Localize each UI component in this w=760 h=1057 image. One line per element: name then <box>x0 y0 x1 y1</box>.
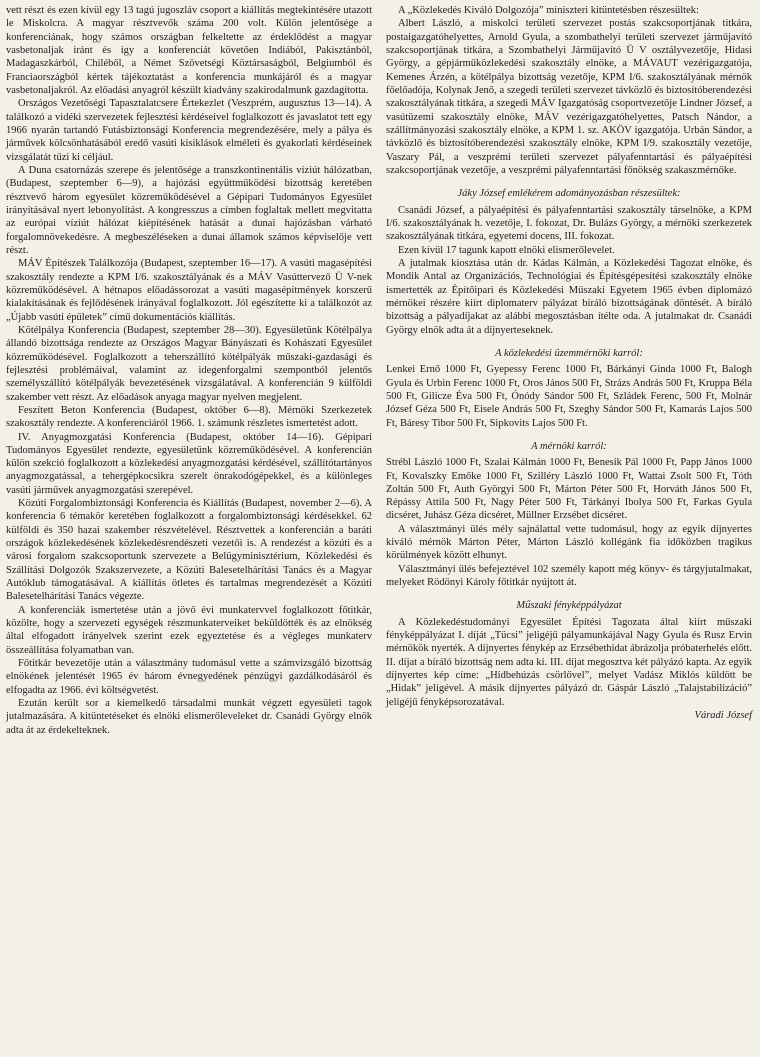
paragraph: MÁV Építészek Találkozója (Budapest, szeptember 16—17). A vasúti magasépítési szakosztály rendezte a KPM I/6. szakosztályának és a MÁV Vasúttervező Ü V-nek közreműködésével. A hétnapos előadássorozat a vasúti magasépítmények korszerű kialakításának és fejlődésének irányával foglalkozott. Jól egészítette ki a találkozót az „Újabb vasúti épületek” című dokumentációs kiállítás. <box>6 258 372 323</box>
paragraph: Országos Vezetőségi Tapasztalatcsere Értekezlet (Veszprém, augusztus 13—14). A találkozó a vidéki szervezetek fejlesztési kérdéseivel foglalkozott és javaslatot tett egy 1966 nyarán tartandó Futásbiztonsági Konferencia megrendezésére, mely a pálya és járművek kölcsönhatásából eredő vasúti kisiklások elméleti és gyakorlati kérdéseinek vizsgálatát tűzi ki céljául. <box>6 98 372 163</box>
awardees-list: Albert László, a miskolci területi szervezet postás szakcsoportjának titkára, postaigazgatóhelyettes, Arnold Gyula, a szombathelyi területi szervezet járműjavító szakcsoportjának titkára, a Szombathelyi Járműjavító Ü V osztályvezetője, Hidasi György, a gépjárműközlekedési szakosztály elnöke, a MÁVAUT vezérigazgatója, Kemenes Árzén, a kötélpálya bizottság vezetője, KPM I/6. szakosztályának mérnök főelőadója, Kolynak Jenő, a szegedi területi szervezet távközlő és biztosítóberendezési szakosztályának titkára, a szegedi MÁV Igazgatóság csoportvezetője Lindner József, a vasútüzemi szakosztály elnöke, MÁV vezérigazgatóhelyettes, Patsch Nándor, a szállítmányozási szakosztály elnöke, a KPM 1. sz. AKÖV igazgatója. Urbán Sándor, a távközlő és biztosítóberendezési szakosztály elnöke, KPM I/9. szakosztály vezetője, Vaszary Pál, a veszprémi területi szervezet pályafenntartási és pályaépítési szakcsoportjának vezetője, a veszprémi pályafenntartási főnökség szakaszmérnöke. <box>386 18 752 176</box>
foto-text: A Közlekedéstudományi Egyesület Építési Tagozata által kiírt műszaki fényképpályázat I. díját „Tücsi” jeligéjű pályamunkájával Nagy Gyula és Rusz Ervin mérnökök nyerték. A díjnyertes fénykép az Erzsébethidat ábrázolja próbaterhelés előtt. II. díjat a bíráló bizottság nem adta ki. III. díjat megosztva két pályázó kapta. Az egyik díjnyertes kép címe: „Hídbehúzás csörlővel”, melyet Vadász Miklós küldött be „Hidak” jeligével. A másik díjnyertes pályázó dr. Gáspár László „Talajstabilizáció” jeligéjű fényképsorozatával. <box>386 616 752 708</box>
left-column <box>6 4 372 1057</box>
foto-heading: Műszaki fényképpályázat <box>516 600 622 612</box>
jaky-heading: Jáky József emlékérem adományozásban részesültek: <box>457 188 681 200</box>
kozlekedesi-heading: A közlekedési üzemmérnöki karról: <box>495 347 643 359</box>
paragraph: Feszített Beton Konferencia (Budapest, október 6—8). Mérnöki Szerkezetek szakosztály rendezte. A konferenciáról 1966. 1. számunk részletes ismertetést adott. <box>6 404 372 430</box>
paragraph: Ezen kívül 17 tagunk kapott elnöki elismerőlevelet. <box>398 244 615 256</box>
award-intro: A „Közlekedés Kiváló Dolgozója” miniszteri kitüntetésben részesültek: <box>398 5 699 16</box>
mernoki-heading: A mérnöki karról: <box>531 440 607 452</box>
paragraph: vett részt és ezen kívül egy 13 tagú jugoszláv csoport a kiállítás megtekintésére utazott le Miskolcra. A magyar résztvevők száma 200 volt. Külön jelentősége a konferenciának, hogy számos országban felkeltette az érdeklődést a magyar vasbetonaljak iránt és így a konferenciát követően Indiából, Pakisztánból, Madagaszkárból, Chiléből, a Német Szövetségi Köztársaságból, Belgiumból és Franciaországból kértek tájékoztatást a konferencia munkájáról és a magyar vasbetonaljakról. Az előadási anyagról készült kiadvány szakirodalmunk gazdagította. <box>6 5 372 96</box>
paragraph: Közúti Forgalombiztonsági Konferencia és Kiállítás (Budapest, november 2—6). A konferencia 6 témakör keretében foglalkozott a forgalombiztonsági kérdésekkel. 62 külföldi és 350 hazai szakember részvételével. Résztvettek a konferencián a baráti országok közlekedésének közlekedésrendészeti vezetői is. A rendezést a közúti és a városi forgalom szakcsoportunk szervezete a Belügyminisztérium, Közlekedési és Szállítási Dolgozók Szakszervezete, a Közúti Balesetelhárítási Tanács és a Magyar Autóklub támogatásával. A kiállítás ötletes és tartalmas megrendezését a Közúti Balesetelhárítási Tanács végezte. <box>6 498 372 603</box>
mernoki-prizes: Strébl László 1000 Ft, Szalai Kálmán 1000 Ft, Benesik Pál 1000 Ft, Papp János 1000 Ft, Kovalszky Emőke 1000 Ft, Szilléry László 1000 Ft, Wattai Zsolt 500 Ft, Tóth Zoltán 500 Ft, Auth Györgyi 500 Ft, Márton Péter 500 Ft, Horváth János 500 Ft, Répássy Attila 500 Ft, Nagy Péter 500 Ft, Tárkányi Ibolya 500 Ft, Farkas Gyula dicséret, Juhász Géza dicséret, Müllner Erzsébet dicséret. <box>386 457 752 522</box>
paragraph: Ezután került sor a kiemelkedő társadalmi munkát végzett egyesületi tagok jutalmazására. A kitüntetéseket és elnöki elismerőleveleket dr. Csanádi György elnök adta át az érdekelteknek. <box>6 698 372 736</box>
signature: Váradi József <box>694 710 752 722</box>
paragraph: Kötélpálya Konferencia (Budapest, szeptember 28—30). Egyesületünk Kötélpálya állandó bizottsága rendezte az Országos Magyar Bányászati és Kohászati Egyesület közreműködésével. Foglalkozott a teherszállító kötélpályák műszaki-gazdasági és fejlesztési problémáival, valamint az idegenforgalmi szempontból jelentős személyszállító kötélpályák bevezetésének vizsgálatával. A konferencián 9 külföldi szakember vett részt. Az előadások anyaga magyar nyelven megjelent. <box>6 324 372 403</box>
jaky-awardees: Csanádi József, a pályaépítési és pályafenntartási szakosztály társelnöke, a KPM I/6. szakosztályának h. vezetője, I. fokozat, Dr. Bulázs György, a mérnöki szerkezetek szakosztályának titkára, egyetemi docens, III. fokozat. <box>386 204 752 243</box>
paragraph: A Duna csatornázás szerepe és jelentősége a transzkontinentális víziút hálózatban, (Budapest, szeptember 6—9), a hajózási együttműködési bizottság keretében résztvevő három egyesület közreműködésével a Gépipari Tudományos Egyesület irányításával nyert lebonyolítást. A kongresszus a címben foglaltak mellett megvitatta az európai víziút hálózat kiépítésének hatását a dunai hajózásban várható forgalomnövekedésre. A megbeszéléseken a dunai államok számos képviselője vett részt. <box>6 164 372 256</box>
paragraph: Választmányi ülés befejeztével 102 személy kapott még könyv- és tárgyjutalmakat, melyeket Rödönyi Károly főtitkár nyújtott át. <box>386 563 752 589</box>
paragraph: A jutalmak kiosztása után dr. Kádas Kálmán, a Közlekedési Tagozat elnöke, és Mondik Antal az Organizációs, Technológiai és Építésgépesítési szakosztály elnöke ismertették az Építőipari és Közlekedési Műszaki Egyetem 1965 évben diplomázó mérnökei részére kiírt diplomaterv pályázat bíráló bizottságának döntését. A bíráló bizottság a pályadíjakat az alábbi megosztásban ítélte oda. A jutalmakat dr. Csanádi György elnök adta át a díjnyerteseknek. <box>386 257 752 336</box>
paragraph: A választmányi ülés mély sajnálattal vette tudomásul, hogy az egyik díjnyertes kiváló mérnök Márton Péter, Márton László kollégánk fia időközben tragikus körülmények között elhunyt. <box>386 523 752 562</box>
paragraph: A konferenciák ismertetése után a jövő évi munkatervvel foglalkozott főtitkár, közölte, hogy a szervezeti egységek részmunkaterveiket beküldötték és az elnökség által elfogadott irányelvek szerint ezek egyeztetése és a végleges munkaterv összeállítása folyamatban van. <box>6 604 372 656</box>
kozlekedesi-prizes: Lenkei Ernő 1000 Ft, Gyepessy Ferenc 1000 Ft, Bárkányi Ginda 1000 Ft, Balogh Gyula és Urbin Ferenc 1000 Ft, Oros János 500 Ft, Strázs András 500 Ft, Kruppa Béla 500 Ft, Gilicze Éva 500 Ft, Ónódy Sándor 500 Ft, Szládek Ferenc, 500 Ft, Molnár József Géza 500 Ft, Eisele András 500 Ft, Szeghy Sándor 500 Ft, Kamarás Lajos 500 Ft, Báresy Tibor 500 Ft, Sipkovits Lajos 500 Ft. <box>386 364 752 429</box>
right-column <box>386 4 752 1057</box>
paragraph: Főtitkár bevezetője után a választmány tudomásul vette a számvizsgáló bizottság elnökének jelentését 1965 év három évnegyedének pénzügyi gazdálkodásáról és elfogadta az 1966. évi költségvetést. <box>6 658 372 696</box>
paragraph: IV. Anyagmozgatási Konferencia (Budapest, október 14—16). Gépipari Tudományos Egyesület rendezte, egyesületünk közreműködésével. A konferencián külön szekció foglalkozott a közlekedési anyagmozgatási kérdésével, szállítótartányos anyagmozgatással, a tehergépkocsikra szerelt önrakodógépekkel, és a különleges vasúti járművek anyagmozgatási szerepével. <box>6 431 372 496</box>
